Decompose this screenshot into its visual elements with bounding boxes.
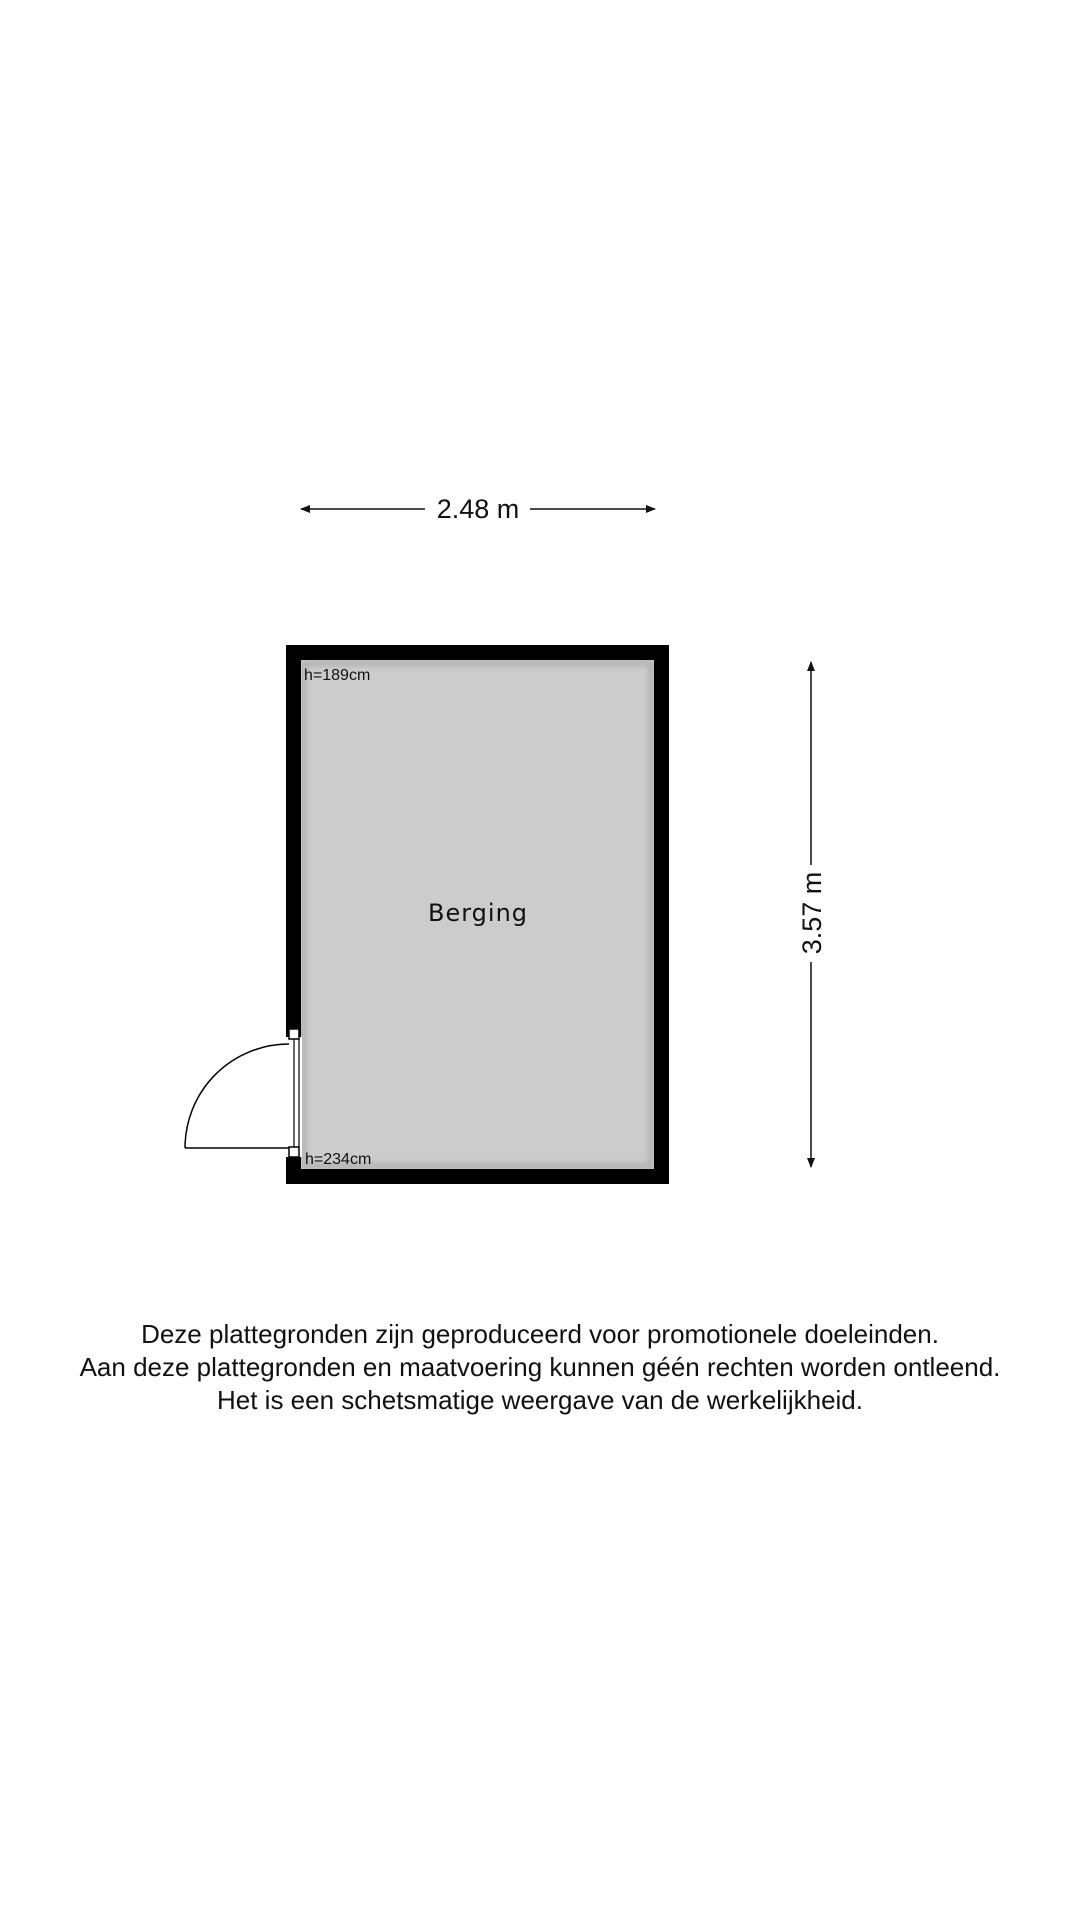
room-name-label: Berging <box>427 899 529 927</box>
width-dimension-label: 2.48 m <box>436 494 520 524</box>
door-jamb-top <box>289 1029 299 1039</box>
disclaimer-line-1: Deze plattegronden zijn geproduceerd voor promotionele doeleinden. <box>141 1319 939 1349</box>
width-dimension <box>301 494 655 524</box>
depth-dimension-label: 3.57 m <box>797 871 827 955</box>
room-berging <box>185 645 669 1184</box>
height-label-top: h=189cm <box>304 667 371 684</box>
door-swing-arc <box>185 1044 289 1148</box>
disclaimer-line-2: Aan deze plattegronden en maatvoering kunnen géén rechten worden ontleend. <box>79 1352 1001 1382</box>
height-label-bottom: h=234cm <box>305 1151 372 1168</box>
disclaimer-line-3: Het is een schetsmatige weergave van de werkelijkheid. <box>216 1385 863 1415</box>
depth-dimension <box>797 662 827 1167</box>
door-jamb-bottom <box>289 1147 299 1157</box>
disclaimer <box>0 1318 1080 1417</box>
